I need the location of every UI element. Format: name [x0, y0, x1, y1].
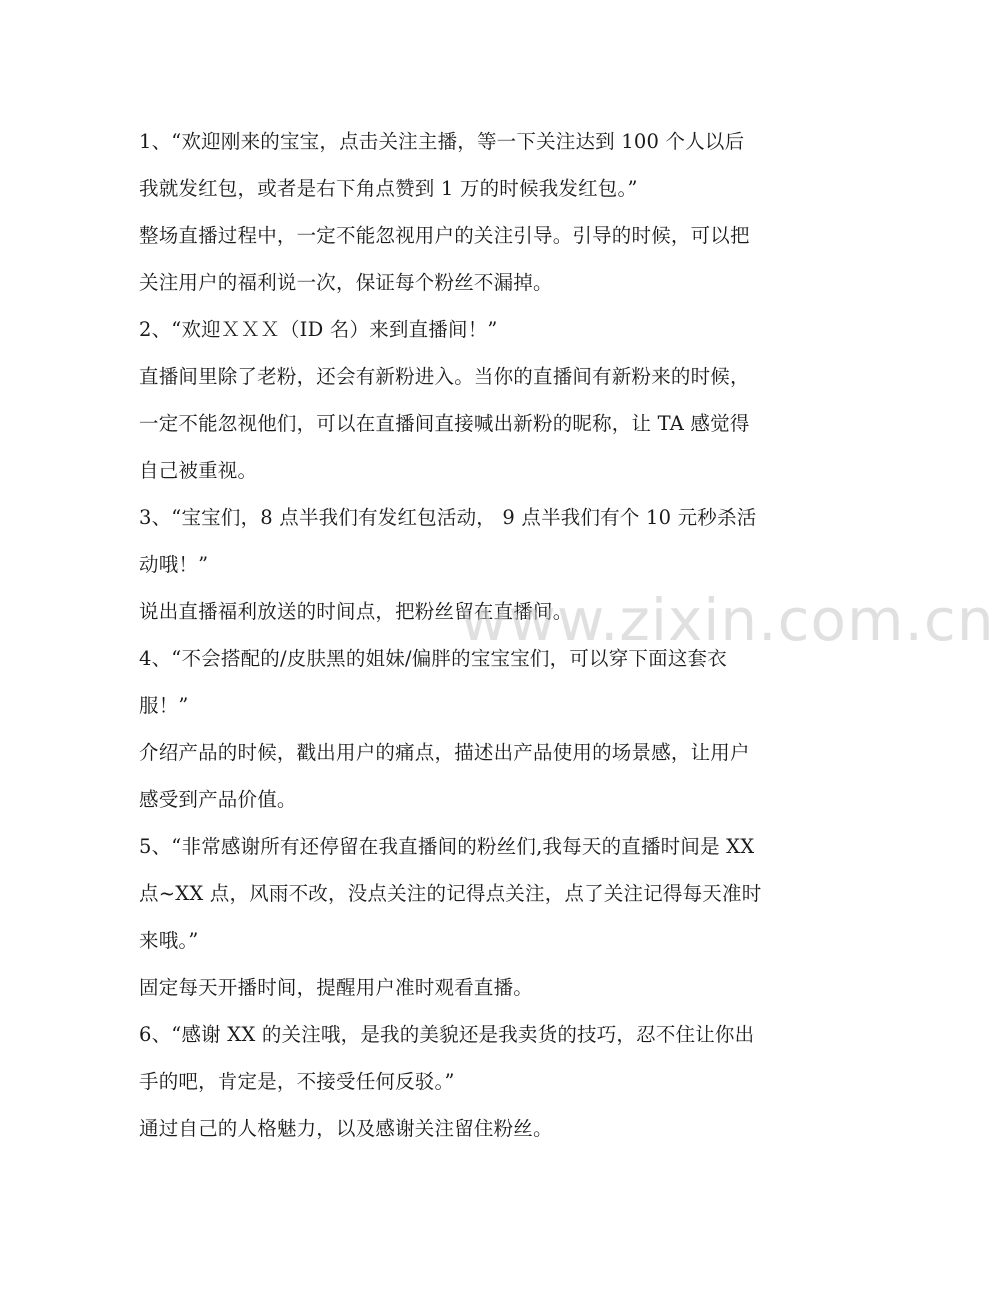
text-line: 服！” [139, 694, 189, 717]
text-line: 直播间里除了老粉，还会有新粉进入。当你的直播间有新粉来的时候， [139, 365, 750, 388]
text-line: 来哦。” [139, 929, 199, 952]
text-line: 2、“欢迎ＸＸＸ（ID 名）来到直播间！” [139, 318, 498, 341]
text-line: 6、“感谢 XX 的关注哦，是我的美貌还是我卖货的技巧，忍不住让你出 [139, 1023, 755, 1046]
text-line: 自己被重视。 [139, 459, 258, 482]
text-line: 手的吧，肯定是，不接受任何反驳。” [139, 1070, 455, 1093]
text-line: 3、“宝宝们，8 点半我们有发红包活动， 9 点半我们有个 10 元秒杀活 [139, 506, 757, 529]
text-line: 一定不能忽视他们，可以在直播间直接喊出新粉的昵称，让 TA 感觉得 [139, 412, 750, 435]
text-line: 5、“非常感谢所有还停留在我直播间的粉丝们,我每天的直播时间是 XX [139, 835, 755, 858]
text-line: 动哦！” [139, 553, 209, 576]
text-line: 固定每天开播时间，提醒用户准时观看直播。 [139, 976, 534, 999]
text-line: 我就发红包，或者是右下角点赞到 1 万的时候我发红包。” [139, 177, 638, 200]
text-line: 感受到产品价值。 [139, 788, 297, 811]
watermark: www.zixin.com.cn [460, 586, 995, 654]
text-line: 整场直播过程中，一定不能忽视用户的关注引导。引导的时候，可以把 [139, 224, 750, 247]
text-line: 点~XX 点，风雨不改，没点关注的记得点关注，点了关注记得每天准时 [139, 882, 762, 905]
text-line: 介绍产品的时候，戳出用户的痛点，描述出产品使用的场景感，让用户 [139, 741, 750, 764]
text-line: 4、“不会搭配的/皮肤黑的姐妹/偏胖的宝宝宝们，可以穿下面这套衣 [139, 647, 727, 670]
text-line: 说出直播福利放送的时间点，把粉丝留在直播间。 [139, 600, 573, 623]
text-line: 通过自己的人格魅力，以及感谢关注留住粉丝。 [139, 1117, 553, 1140]
text-line: 关注用户的福利说一次，保证每个粉丝不漏掉。 [139, 271, 553, 294]
text-line: 1、“欢迎刚来的宝宝，点击关注主播，等一下关注达到 100 个人以后 [139, 130, 745, 153]
